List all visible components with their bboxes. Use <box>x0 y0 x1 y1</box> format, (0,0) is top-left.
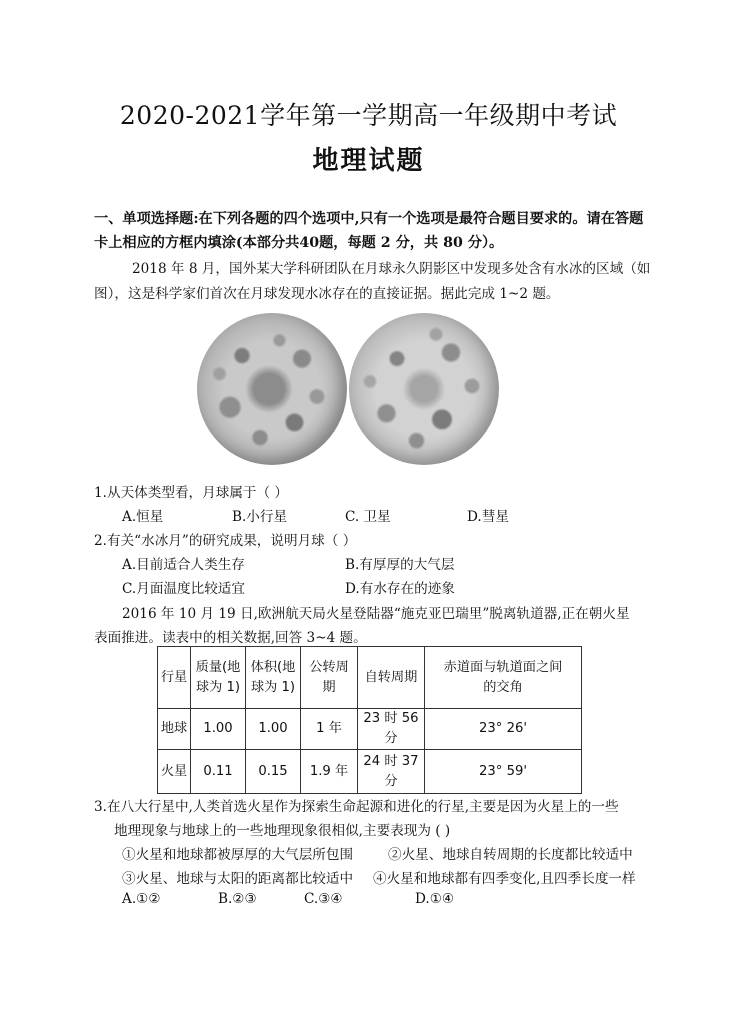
intro2-line1: 2016 年 10 月 19 日,欧洲航天局火星登陆器“施克亚巴瑞里”脱离轨道器,正在朝火星 <box>122 606 630 622</box>
moon-image-left <box>197 313 347 465</box>
intro2-line2: 表面推进。读表中的相关数据,回答 3~4 题。 <box>94 630 367 646</box>
cell-earth-angle: 23° 26' <box>425 709 582 750</box>
q1-stem: 1.从天体类型看，月球属于（ ） <box>94 485 289 501</box>
cell-earth-name: 地球 <box>158 709 191 750</box>
q1-option-b: B.小行星 <box>232 509 288 525</box>
header-angle-line1: 赤道面与轨道面之间 <box>443 659 563 675</box>
table-row <box>158 709 582 750</box>
q3-option-b: B.②③ <box>218 891 257 907</box>
q2-option-c: C.月面温度比较适宜 <box>122 581 245 597</box>
cell-earth-mass: 1.00 <box>191 709 246 750</box>
header-rotation: 自转周期 <box>358 647 425 709</box>
q3-stem-line2: 地理现象与地球上的一些地理现象很相似,主要表现为 ( ) <box>114 823 451 839</box>
cell-mars-volume: 0.15 <box>246 750 301 794</box>
header-revolution: 公转周期 <box>301 647 358 709</box>
planet-data-table <box>157 646 582 794</box>
q2-stem: 2.有关“水冰月”的研究成果，说明月球（ ） <box>94 533 357 549</box>
cell-mars-rotation: 24 时 37 分 <box>358 750 425 794</box>
q3-option-a: A.①② <box>122 891 161 907</box>
q1-option-c: C. 卫星 <box>345 509 391 525</box>
q3-option-c: C.③④ <box>304 891 343 907</box>
q1-option-d: D.彗星 <box>467 509 509 525</box>
header-volume <box>246 647 301 709</box>
q2-option-d: D.有水存在的迹象 <box>345 581 455 597</box>
header-angle-line2: 的交角 <box>483 679 523 695</box>
q3-statement-3: ③火星、地球与太阳的距离都比较适中 <box>122 871 354 887</box>
q3-statement-1: ①火星和地球都被厚厚的大气层所包围 <box>122 847 354 863</box>
header-angle <box>425 647 582 709</box>
q3-statement-2: ②火星、地球自转周期的长度都比较适中 <box>388 847 633 863</box>
exam-subtitle: 地理试题 <box>312 146 425 176</box>
cell-earth-volume: 1.00 <box>246 709 301 750</box>
q1-option-a: A.恒星 <box>122 509 164 525</box>
q3-statement-4: ④火星和地球都有四季变化,且四季长度一样 <box>373 871 636 887</box>
q2-option-b: B.有厚厚的大气层 <box>345 557 455 573</box>
q3-option-d: D.①④ <box>415 891 455 907</box>
cell-mars-mass: 0.11 <box>191 750 246 794</box>
header-planet: 行星 <box>158 647 191 709</box>
q3-stem-line1: 3.在八大行星中,人类首选火星作为探索生命起源和进化的行星,主要是因为火星上的一些 <box>94 799 619 815</box>
cell-mars-name: 火星 <box>158 750 191 794</box>
q2-option-a: A.目前适合人类生存 <box>122 557 245 573</box>
cell-mars-revolution: 1.9 年 <box>301 750 358 794</box>
header-mass-line1: 质量(地 <box>195 659 241 675</box>
moon-image-right <box>349 313 499 465</box>
header-mass-line2: 球为 1) <box>195 679 241 695</box>
exam-title: 2020-2021学年第一学期高一年级期中考试 <box>119 101 618 130</box>
header-volume-line2: 球为 1) <box>250 679 296 695</box>
intro1-line1: 2018 年 8 月，国外某大学科研团队在月球永久阴影区中发现多处含有水冰的区域（如 <box>132 261 651 277</box>
header-mass <box>191 647 246 709</box>
cell-earth-rotation: 23 时 56 分 <box>358 709 425 750</box>
cell-mars-angle: 23° 59' <box>425 750 582 794</box>
cell-earth-revolution: 1 年 <box>301 709 358 750</box>
header-volume-line1: 体积(地 <box>250 659 296 675</box>
table-header-row <box>158 647 582 709</box>
section-instruction-line1: 一、单项选择题:在下列各题的四个选项中,只有一个选项是最符合题目要求的。请在答题 <box>94 211 644 227</box>
section-instruction-line2: 卡上相应的方框内填涂(本部分共40题，每题 2 分，共 80 分）。 <box>94 235 504 251</box>
intro1-line2: 图），这是科学家们首次在月球发现水冰存在的直接证据。据此完成 1~2 题。 <box>94 286 560 302</box>
table-row <box>158 750 582 794</box>
